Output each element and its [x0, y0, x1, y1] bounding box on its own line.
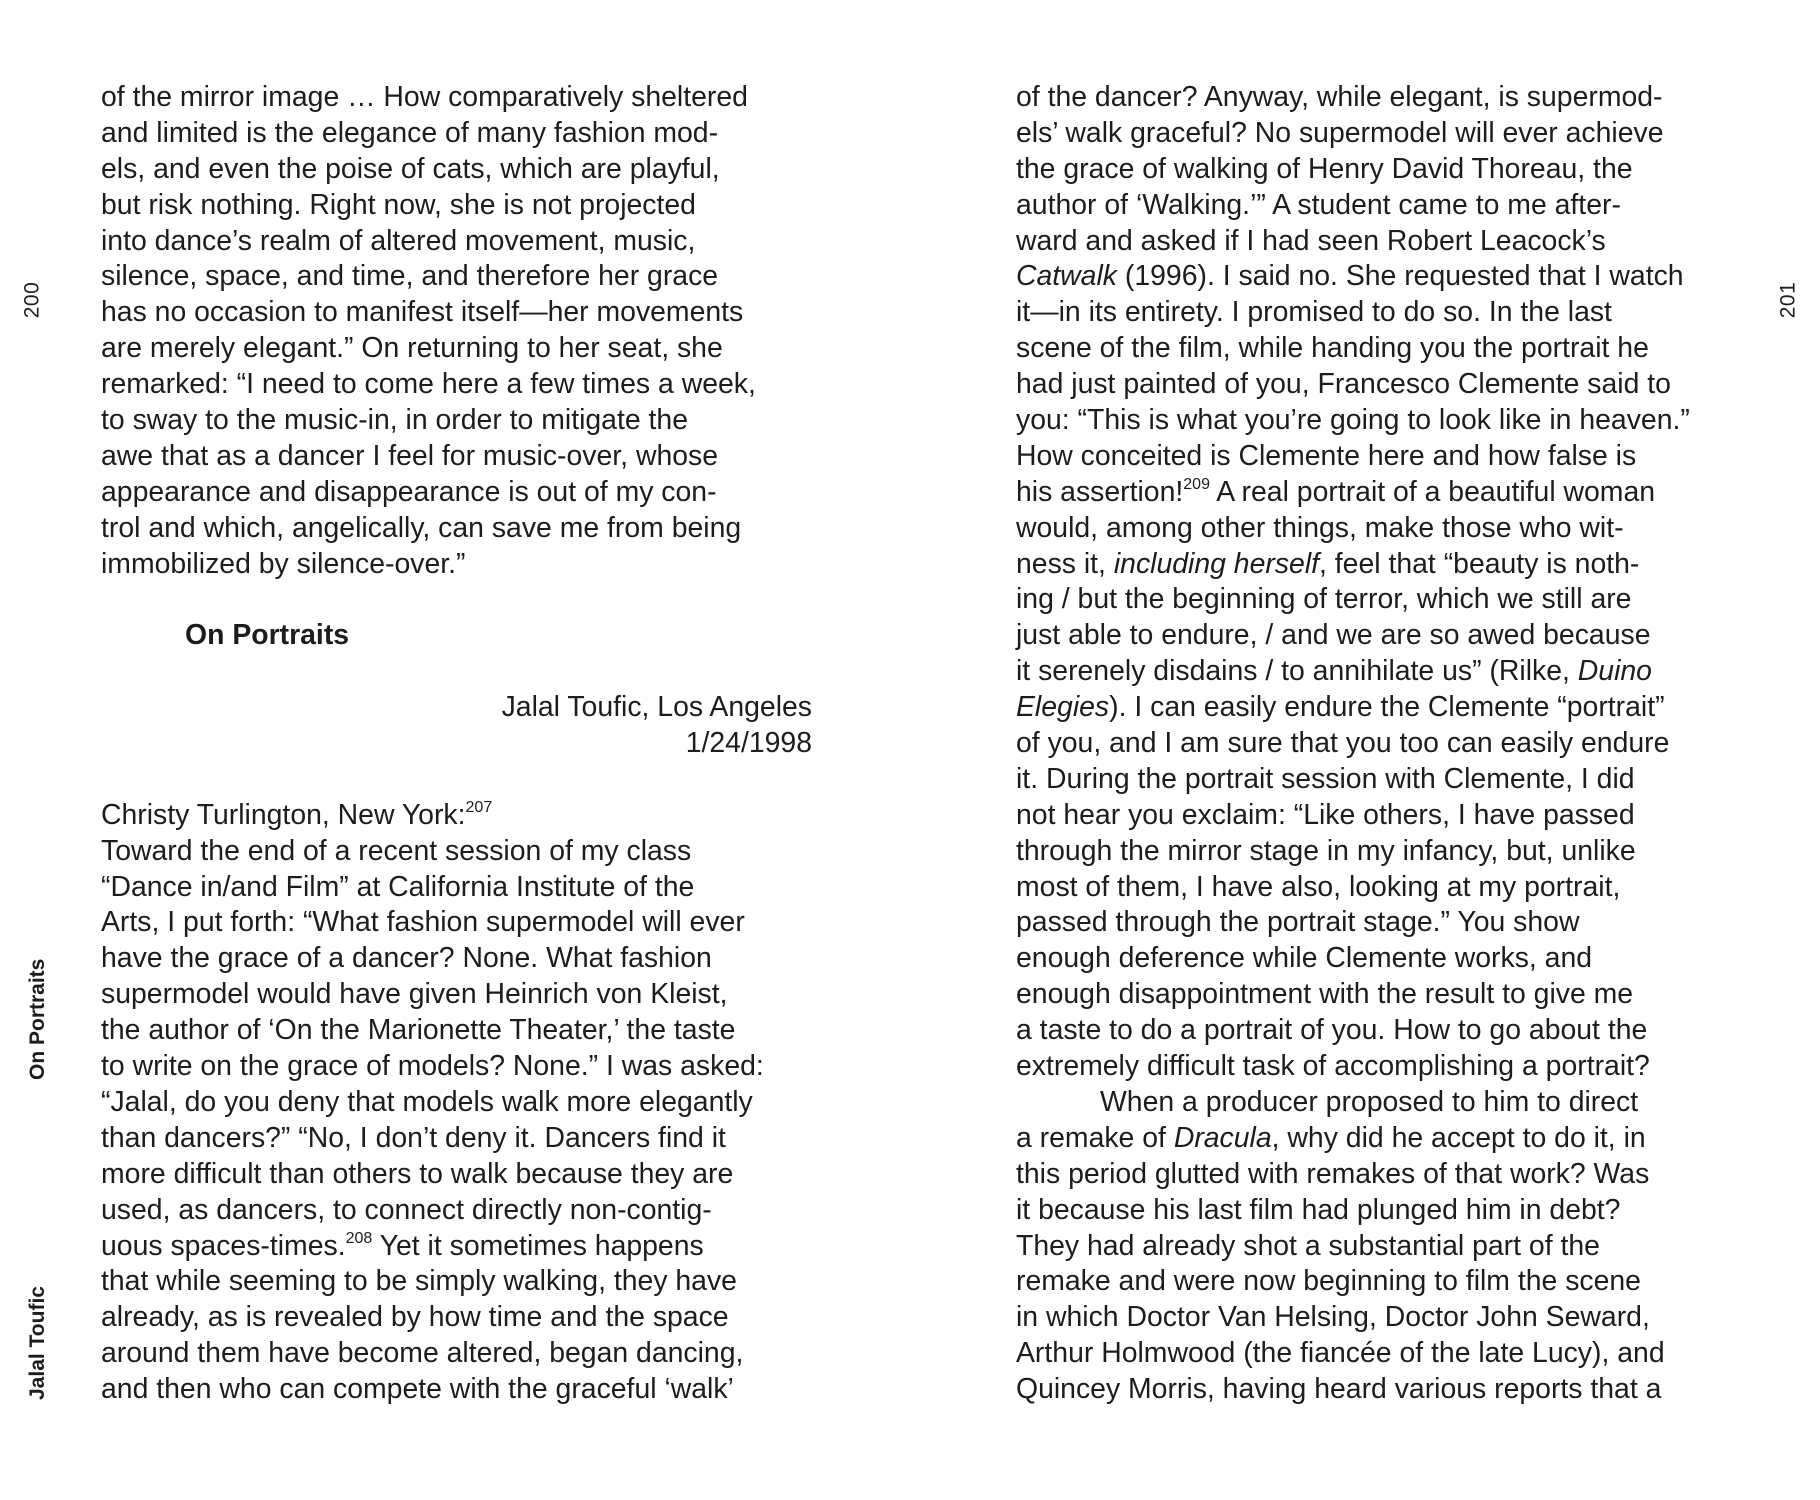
text-fragment: , why did he accept to do it, in [1271, 1121, 1646, 1154]
text-line: to sway to the music-in, in order to mitigate the [101, 404, 688, 437]
text-line: Toward the end of a recent session of my class [101, 834, 692, 867]
text-line: it because his last film had plunged him in debt? [1016, 1193, 1621, 1226]
text-line: of the dancer? Anyway, while elegant, is supermod- [1016, 81, 1663, 113]
text-line: Arts, I put forth: “What fashion supermodel will ever [101, 906, 745, 939]
text-line: awe that as a dancer I feel for music-over, whose [101, 439, 719, 472]
text-line: passed through the portrait stage.” You show [1016, 906, 1580, 939]
text-line: and limited is the elegance of many fashion mod- [101, 116, 719, 149]
text-fragment: (1996). I said no. She requested that I watch [1116, 260, 1684, 293]
text-line: more difficult than others to walk because they are [101, 1157, 734, 1190]
text-line: They had already shot a substantial part of the [1016, 1229, 1600, 1262]
text-line: enough disappointment with the result to give me [1016, 978, 1634, 1011]
text-line [1016, 259, 1736, 295]
text-line: immobilized by silence-over.” [101, 547, 466, 580]
text-line: it. During the portrait session with Clemente, I did [1016, 762, 1635, 795]
text-fragment: ). I can easily endure the Clemente “portrait” [1109, 691, 1665, 724]
text-line: Arthur Holmwood (the fiancée of the late Lucy), and [1016, 1337, 1665, 1370]
text-line: into dance’s realm of altered movement, music, [101, 224, 696, 257]
text-line: have the grace of a dancer? None. What fashion [101, 942, 712, 975]
text-fragment: uous spaces-times. [101, 1229, 346, 1262]
text-line: just able to endure, / and we are so awed because [1016, 619, 1651, 652]
text-line: enough deference while Clemente works, and [1016, 942, 1593, 975]
text-line: had just painted of you, Francesco Clemente said to [1016, 368, 1671, 401]
right-text-column [1016, 80, 1736, 1408]
text-line: around them have become altered, began dancing, [101, 1337, 744, 1370]
text-line: through the mirror stage in my infancy, but, unlike [1016, 834, 1636, 867]
text-line: has no occasion to manifest itself—her movements [101, 296, 744, 329]
salutation [101, 798, 821, 834]
book-title: Elegies [1016, 691, 1110, 724]
text-line: the author of ‘On the Marionette Theater,’ the taste [101, 1014, 736, 1047]
text-line: would, among other things, make those who wit- [1016, 511, 1624, 544]
text-line: extremely difficult task of accomplishing a portrait? [1016, 1050, 1650, 1083]
right-page [910, 0, 1820, 1500]
text-fragment: a remake of [1016, 1121, 1174, 1154]
text-line: remake and were now beginning to film the scene [1016, 1265, 1641, 1298]
text-line: it—in its entirety. I promised to do so. In the last [1016, 296, 1612, 329]
text-line [1016, 1121, 1736, 1157]
running-title: On Portraits [26, 958, 49, 1080]
signature-line: Jalal Toufic, Los Angeles [501, 691, 812, 724]
text-line: author of ‘Walking.’” A student came to me after- [1016, 188, 1621, 221]
text-line: How conceited is Clemente here and how false is [1016, 439, 1637, 472]
text-line: remarked: “I need to come here a few times a week, [101, 368, 756, 401]
text-line: to write on the grace of models? None.” I was asked: [101, 1050, 764, 1083]
text-fragment: Yet it sometimes happens [372, 1229, 704, 1262]
text-line [1016, 690, 1736, 726]
text-fragment: his assertion! [1016, 475, 1184, 508]
text-fragment: , feel that “beauty is noth- [1319, 547, 1640, 580]
text-line: this period glutted with remakes of that work? Was [1016, 1157, 1650, 1190]
text-fragment: ness it, [1016, 547, 1114, 580]
film-title: Dracula [1173, 1121, 1272, 1154]
text-fragment: it serenely disdains / to annihilate us” (Rilke, [1016, 655, 1578, 688]
text-line: els, and even the poise of cats, which are playful, [101, 152, 720, 185]
text-line: that while seeming to be simply walking, they have [101, 1265, 737, 1298]
text-line: supermodel would have given Heinrich von Kleist, [101, 978, 728, 1011]
text-line: than dancers?” “No, I don’t deny it. Dancers find it [101, 1121, 726, 1154]
footnote-ref-209[interactable]: 209 [1183, 475, 1210, 493]
section-heading: On Portraits [185, 619, 350, 652]
text-line: trol and which, angelically, can save me from being [101, 511, 742, 544]
text-line: are merely elegant.” On returning to her seat, she [101, 332, 723, 365]
text-line: most of them, I have also, looking at my portrait, [1016, 870, 1621, 903]
text-line: “Dance in/and Film” at California Institute of the [101, 870, 695, 903]
text-line: a taste to do a portrait of you. How to go about the [1016, 1014, 1648, 1047]
text-line: the grace of walking of Henry David Thoreau, the [1016, 152, 1633, 185]
text-line: already, as is revealed by how time and the space [101, 1301, 729, 1334]
text-line: appearance and disappearance is out of my con- [101, 475, 717, 508]
text-line: “Jalal, do you deny that models walk more elegantly [101, 1085, 753, 1118]
running-author: Jalal Toufic [26, 1286, 49, 1400]
text-line: but risk nothing. Right now, she is not projected [101, 188, 696, 221]
page-number: 201 [1776, 281, 1800, 319]
emphasis: including herself [1113, 547, 1320, 580]
text-line: silence, space, and time, and therefore her grace [101, 260, 719, 293]
text-line: used, as dancers, to connect directly non-contig- [101, 1193, 712, 1226]
text-line: you: “This is what you’re going to look like in heaven.” [1016, 404, 1690, 437]
text-line: of the mirror image … How comparatively sheltered [101, 81, 748, 113]
text-line [1016, 654, 1736, 690]
film-title: Catwalk [1016, 260, 1117, 293]
text-line: When a producer proposed to him to direct [1100, 1085, 1639, 1118]
text-line: of you, and I am sure that you too can easily endure [1016, 727, 1670, 760]
text-line: ing / but the beginning of terror, which we still are [1016, 583, 1632, 616]
left-text-column [101, 80, 821, 1408]
text-line: els’ walk graceful? No supermodel will ever achieve [1016, 116, 1664, 149]
text-line: and then who can compete with the graceful ‘walk’ [101, 1373, 734, 1406]
text-line [1016, 475, 1736, 511]
text-line [1016, 547, 1736, 583]
salutation-text: Christy Turlington, New York: [101, 798, 466, 831]
text-line: not hear you exclaim: “Like others, I have passed [1016, 798, 1635, 831]
text-line: ward and asked if I had seen Robert Leacock’s [1016, 224, 1606, 257]
text-line [101, 1229, 821, 1265]
page-number: 200 [20, 281, 44, 319]
text-fragment: A real portrait of a beautiful woman [1209, 475, 1656, 508]
footnote-ref-208[interactable]: 208 [345, 1229, 373, 1247]
letter-date: 1/24/1998 [685, 727, 812, 760]
book-title: Duino [1577, 655, 1652, 688]
text-line: in which Doctor Van Helsing, Doctor John Seward, [1016, 1301, 1650, 1334]
text-line: scene of the film, while handing you the portrait he [1016, 332, 1649, 365]
text-line: Quincey Morris, having heard various reports that a [1016, 1373, 1662, 1406]
footnote-ref-207[interactable]: 207 [465, 798, 493, 816]
